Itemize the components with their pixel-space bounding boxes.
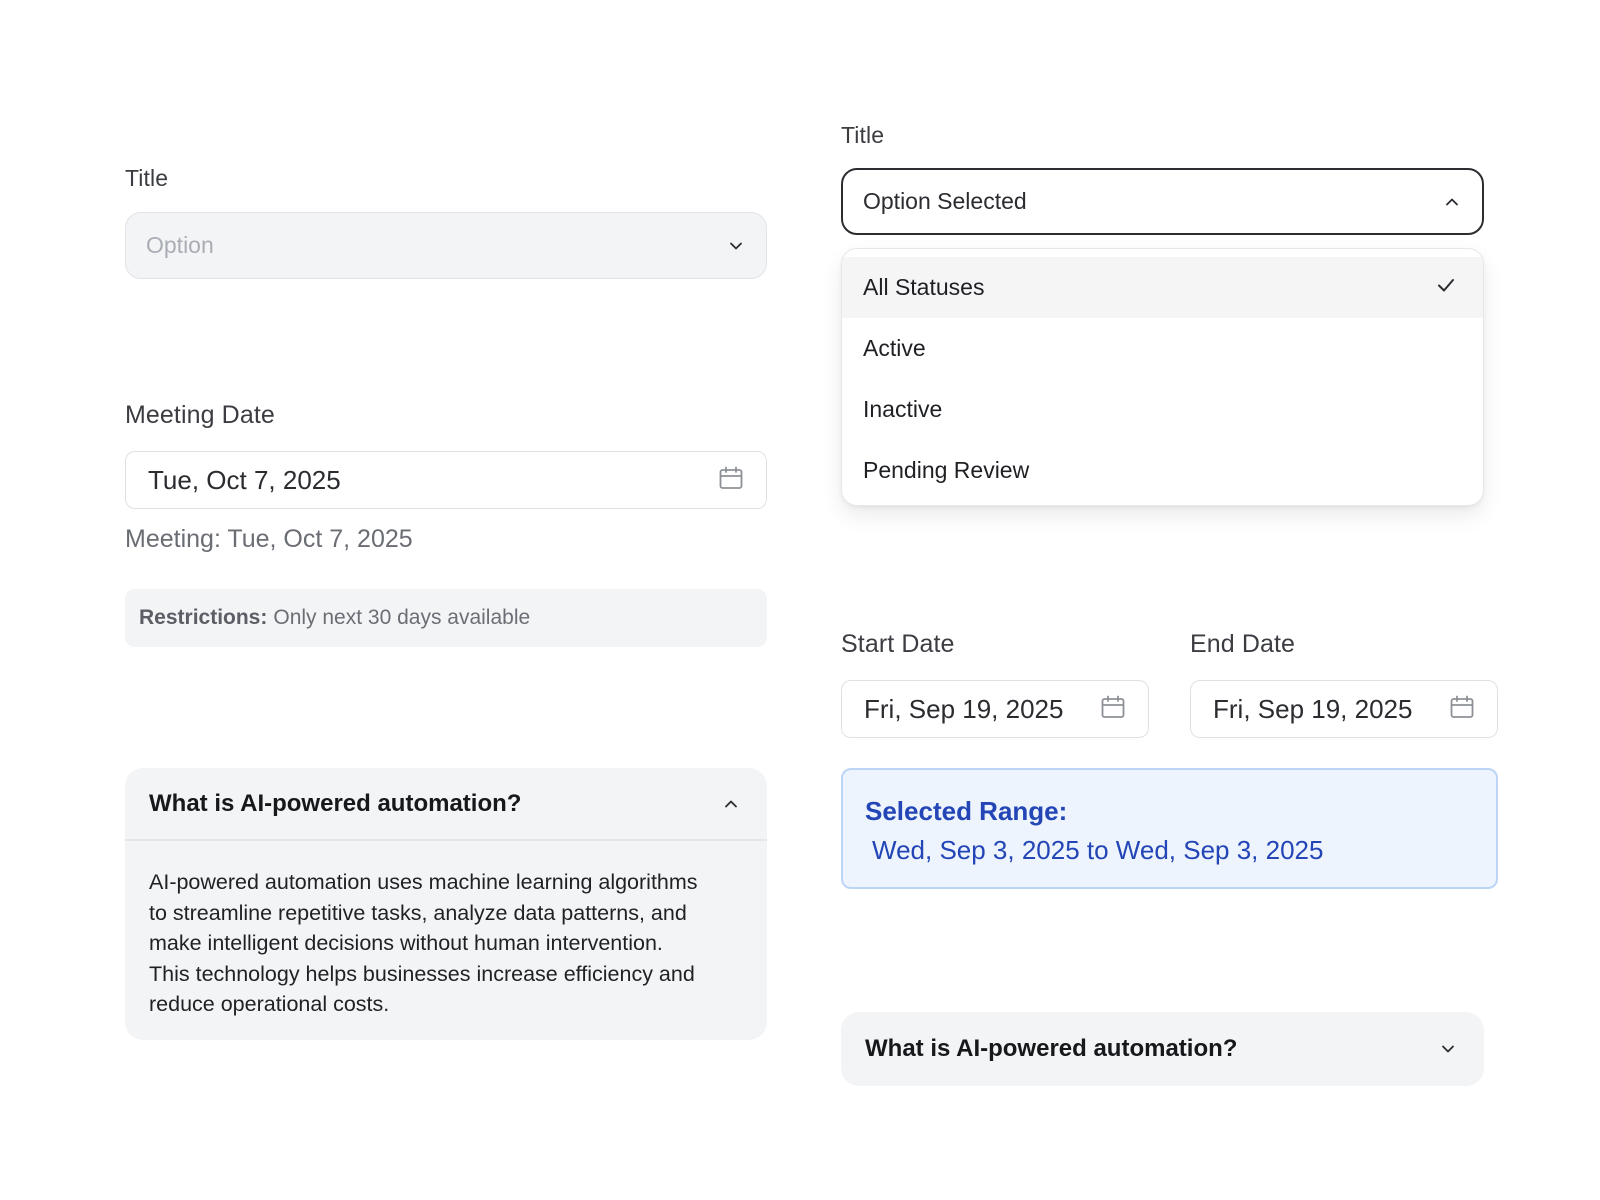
faq-accordion-expanded (125, 768, 767, 1040)
answer-line: make intelligent decisions without human intervention. (149, 931, 663, 955)
end-date-label: End Date (1190, 630, 1296, 658)
title-label: Title (841, 122, 885, 148)
accordion-question: What is AI-powered automation? (149, 789, 522, 817)
start-date-value: Fri, Sep 19, 2025 (864, 693, 1064, 724)
meeting-date-value: Tue, Oct 7, 2025 (148, 464, 341, 495)
answer-line: reduce operational costs. (149, 992, 390, 1016)
calendar-icon[interactable] (718, 465, 744, 496)
calendar-icon[interactable] (1100, 694, 1126, 725)
answer-line: AI-powered automation uses machine learning algorithms (149, 870, 698, 894)
option-select-disabled[interactable] (125, 212, 767, 279)
select-placeholder: Option (146, 232, 214, 258)
option-label: Pending Review (863, 457, 1030, 483)
chevron-down-icon (1440, 1041, 1456, 1057)
calendar-icon[interactable] (1449, 694, 1475, 725)
option-label: Inactive (863, 396, 943, 422)
restrictions-text: Only next 30 days available (273, 606, 531, 629)
dropdown-option-all-statuses[interactable] (842, 257, 1483, 318)
meeting-date-note: Meeting: Tue, Oct 7, 2025 (125, 525, 413, 553)
start-date-label: Start Date (841, 630, 955, 658)
start-date-input[interactable] (841, 680, 1149, 738)
selected-range-info (841, 768, 1498, 889)
chevron-up-icon (1444, 194, 1460, 210)
answer-line: This technology helps businesses increase efficiency and (149, 961, 695, 986)
option-label: Active (863, 335, 926, 361)
chevron-up-icon (723, 796, 739, 812)
checkmark-icon (1435, 274, 1457, 302)
meeting-date-label: Meeting Date (125, 401, 275, 429)
accordion-header[interactable] (125, 768, 767, 839)
meeting-date-input[interactable] (125, 451, 767, 509)
restrictions-info (125, 589, 767, 647)
option-label: All Statuses (863, 274, 985, 300)
faq-accordion-collapsed (841, 1012, 1484, 1086)
end-date-input[interactable] (1190, 680, 1498, 738)
answer-line: to streamline repetitive tasks, analyze data patterns, and (149, 900, 687, 925)
chevron-down-icon (728, 238, 744, 254)
select-value: Option Selected (863, 188, 1027, 214)
end-date-value: Fri, Sep 19, 2025 (1213, 693, 1413, 724)
selected-range-label: Selected Range: (865, 796, 1068, 826)
dropdown-option-inactive[interactable] (842, 379, 1483, 440)
accordion-answer (125, 839, 767, 1020)
accordion-header[interactable] (841, 1012, 1484, 1086)
status-dropdown-menu (841, 248, 1484, 506)
restrictions-label: Restrictions: (139, 606, 268, 629)
status-select[interactable] (841, 168, 1484, 235)
dropdown-option-pending-review[interactable] (842, 440, 1483, 501)
dropdown-option-active[interactable] (842, 318, 1483, 379)
accordion-question: What is AI-powered automation? (865, 1035, 1238, 1062)
title-label: Title (125, 165, 169, 191)
selected-range-text: Wed, Sep 3, 2025 to Wed, Sep 3, 2025 (872, 835, 1324, 865)
